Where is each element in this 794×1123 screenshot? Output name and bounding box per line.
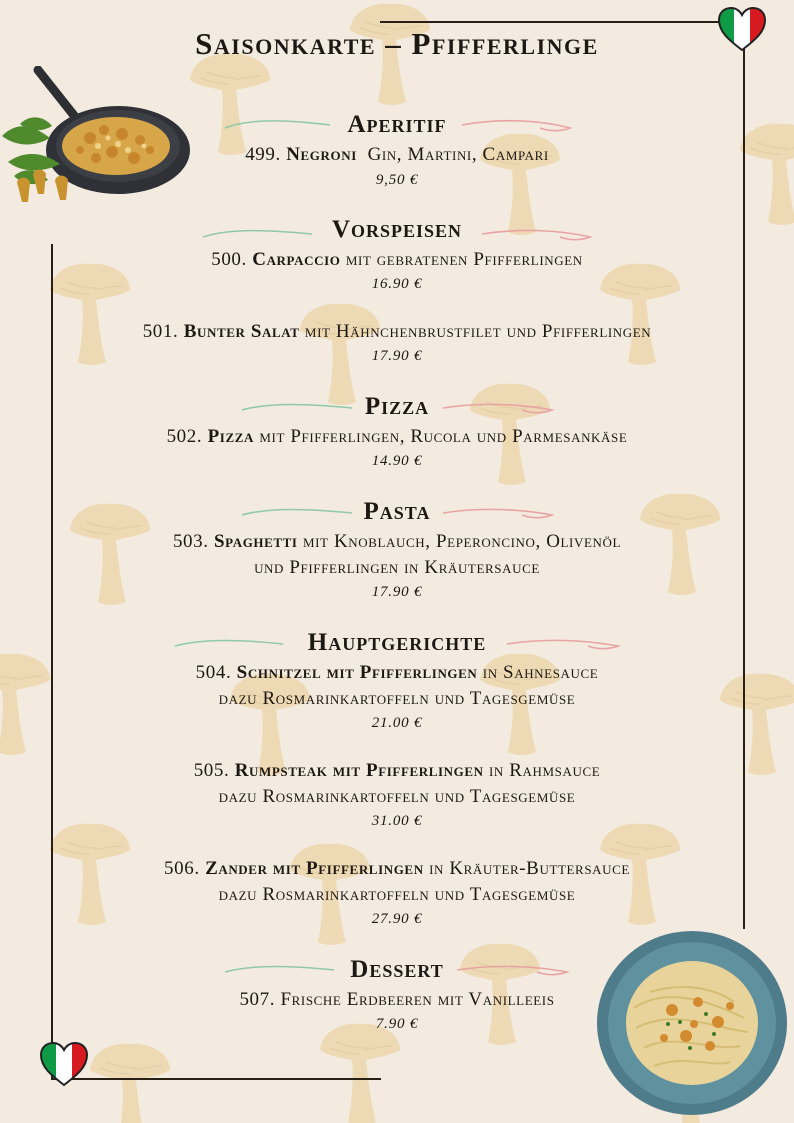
- page-title: Saisonkarte – Pfifferlinge: [195, 26, 599, 61]
- item-description-line2: dazu Rosmarinkartoffeln und Tagesgemüse: [218, 688, 576, 709]
- item-description: mit Pfifferlingen, Rucola und Parmesankäse: [259, 426, 628, 447]
- item-number: 500.: [211, 249, 247, 270]
- item-name: Schnitzel mit Pfifferlingen: [236, 662, 478, 683]
- item-name: Bunter Salat: [183, 321, 300, 342]
- section-heading-dessert: Dessert: [350, 956, 444, 983]
- item-price: 7.90 €: [375, 1016, 419, 1032]
- item-name: Pizza: [207, 426, 254, 447]
- item-description-line2: dazu Rosmarinkartoffeln und Tagesgemüse: [218, 884, 576, 905]
- menu-item-506: [0, 856, 794, 882]
- menu-item-507: [0, 987, 794, 1013]
- menu-item-502: [0, 424, 794, 450]
- item-description: Gin, Martini, Campari: [367, 144, 549, 165]
- item-description: mit gebratenen Pfifferlingen: [345, 249, 583, 270]
- item-price: 16.90 €: [371, 276, 423, 292]
- item-description: mit Knoblauch, Peperoncino, Olivenöl: [302, 531, 622, 552]
- item-number: 503.: [172, 531, 209, 552]
- menu-item-503: [0, 529, 794, 555]
- item-price: 17.90 €: [371, 348, 423, 364]
- section-heading-pizza: Pizza: [364, 393, 430, 420]
- item-number: 505.: [193, 760, 230, 781]
- menu-item-499: [0, 142, 794, 168]
- italian-flag-heart-icon: [717, 6, 767, 52]
- item-description-line2: dazu Rosmarinkartoffeln und Tagesgemüse: [218, 786, 576, 807]
- section-heading-pasta: Pasta: [363, 498, 431, 525]
- item-description: mit Hähnchenbrustfilet und Pfifferlingen: [304, 321, 652, 342]
- item-name: Rumpsteak mit Pfifferlingen: [234, 760, 484, 781]
- section-heading-hauptgerichte: Hauptgerichte: [307, 629, 487, 656]
- section-heading-vorspeisen: Vorspeisen: [331, 216, 463, 243]
- menu-item-500: [0, 247, 794, 273]
- item-number: 504.: [195, 662, 232, 683]
- item-description: in Rahmsauce: [489, 760, 601, 781]
- italian-flag-heart-icon: [39, 1041, 89, 1087]
- item-price: 27.90 €: [371, 911, 423, 927]
- item-price: 21.00 €: [371, 715, 423, 731]
- item-number: 501.: [142, 321, 179, 342]
- item-number: 507.: [239, 989, 276, 1010]
- item-number: 499.: [245, 144, 281, 165]
- item-price: 31.00 €: [371, 813, 423, 829]
- item-name: Zander mit Pfifferlingen: [205, 858, 424, 879]
- menu-item-504: [0, 660, 794, 686]
- item-price: 14.90 €: [371, 453, 423, 469]
- item-description: in Kräuter-Buttersauce: [429, 858, 630, 879]
- item-name: Carpaccio: [252, 249, 341, 270]
- menu-item-505: [0, 758, 794, 784]
- item-name: Spaghetti: [213, 531, 298, 552]
- item-number: 502.: [166, 426, 203, 447]
- item-price: 9,50 €: [375, 172, 419, 188]
- item-description: in Sahnesauce: [482, 662, 599, 683]
- item-description: Frische Erdbeeren mit Vanilleeis: [280, 989, 555, 1010]
- item-number: 506.: [164, 858, 200, 879]
- item-price: 17.90 €: [371, 584, 423, 600]
- item-name: Negroni: [286, 144, 357, 165]
- section-heading-aperitif: Aperitif: [347, 111, 447, 138]
- menu-item-501: [0, 319, 794, 345]
- item-description-line2: und Pfifferlingen in Kräutersauce: [254, 557, 540, 578]
